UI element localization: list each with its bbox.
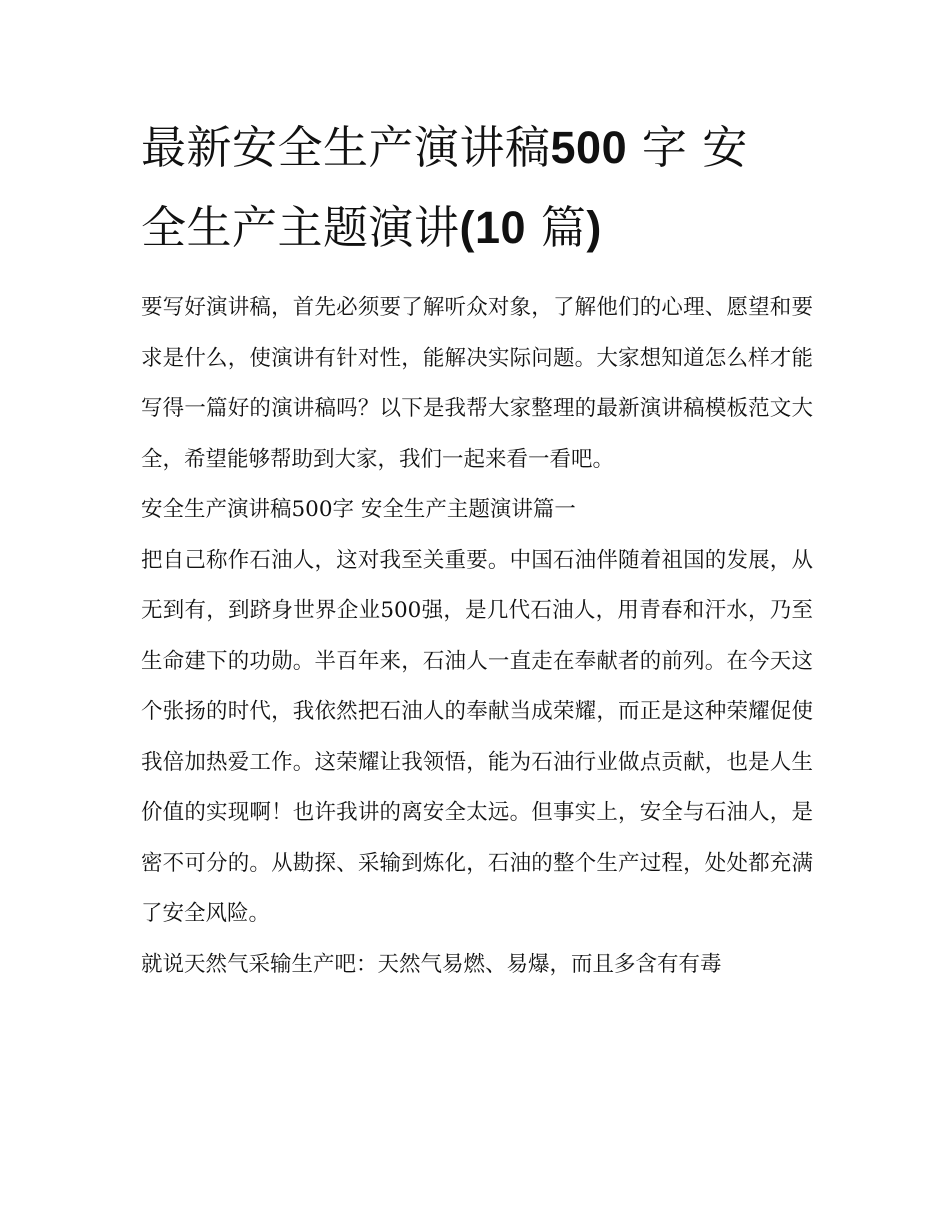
title-line1-suffix: 字 安 bbox=[627, 121, 748, 174]
title-paren: (10 bbox=[459, 202, 527, 253]
section-heading: 安全生产演讲稿500字 安全生产主题演讲篇一 bbox=[141, 497, 576, 522]
title-number: 500 bbox=[550, 122, 628, 173]
body-paragraph-2: 就说天然气采输生产吧：天然气易燃、易爆，而且多含有有毒 bbox=[141, 951, 722, 977]
title-close: ) bbox=[586, 202, 602, 253]
intro-paragraph: 要写好演讲稿，首先必须要了解听众对象，了解他们的心理、愿望和要求是什么，使演讲有针对性，能解决实际问题。大家想知道怎么样才能写得一篇好的演讲稿吗？以下是我帮大家整理的最新演讲稿模板范文大全，希望能够帮助到大家，我们一起来看一看吧。 bbox=[141, 295, 813, 472]
title-line2-prefix: 全生产主题演讲 bbox=[141, 201, 460, 254]
document-page bbox=[141, 108, 813, 990]
body-paragraph-1: 把自己称作石油人，这对我至关重要。中国石油伴随着祖国的发展，从无到有，到跻身世界企业500强，是几代石油人，用青春和汗水，乃至生命建下的功勋。半百年来，石油人一直走在奉献者的前列。在今天这个张扬的时代，我依然把石油人的奉献当成荣耀，而正是这种荣耀促使我倍加热爱工作。这荣耀让我领悟，能为石油行业做点贡献，也是人生价值的实现啊！也许我讲的离安全太远。但事实上，安全与石油人，是密不可分的。从勘探、采输到炼化，石油的整个生产过程，处处都充满了安全风险。 bbox=[141, 547, 813, 926]
title-line1-prefix: 最新安全生产演讲稿 bbox=[141, 121, 551, 174]
document-title bbox=[141, 108, 813, 268]
title-line2-mid: 篇 bbox=[526, 201, 587, 254]
